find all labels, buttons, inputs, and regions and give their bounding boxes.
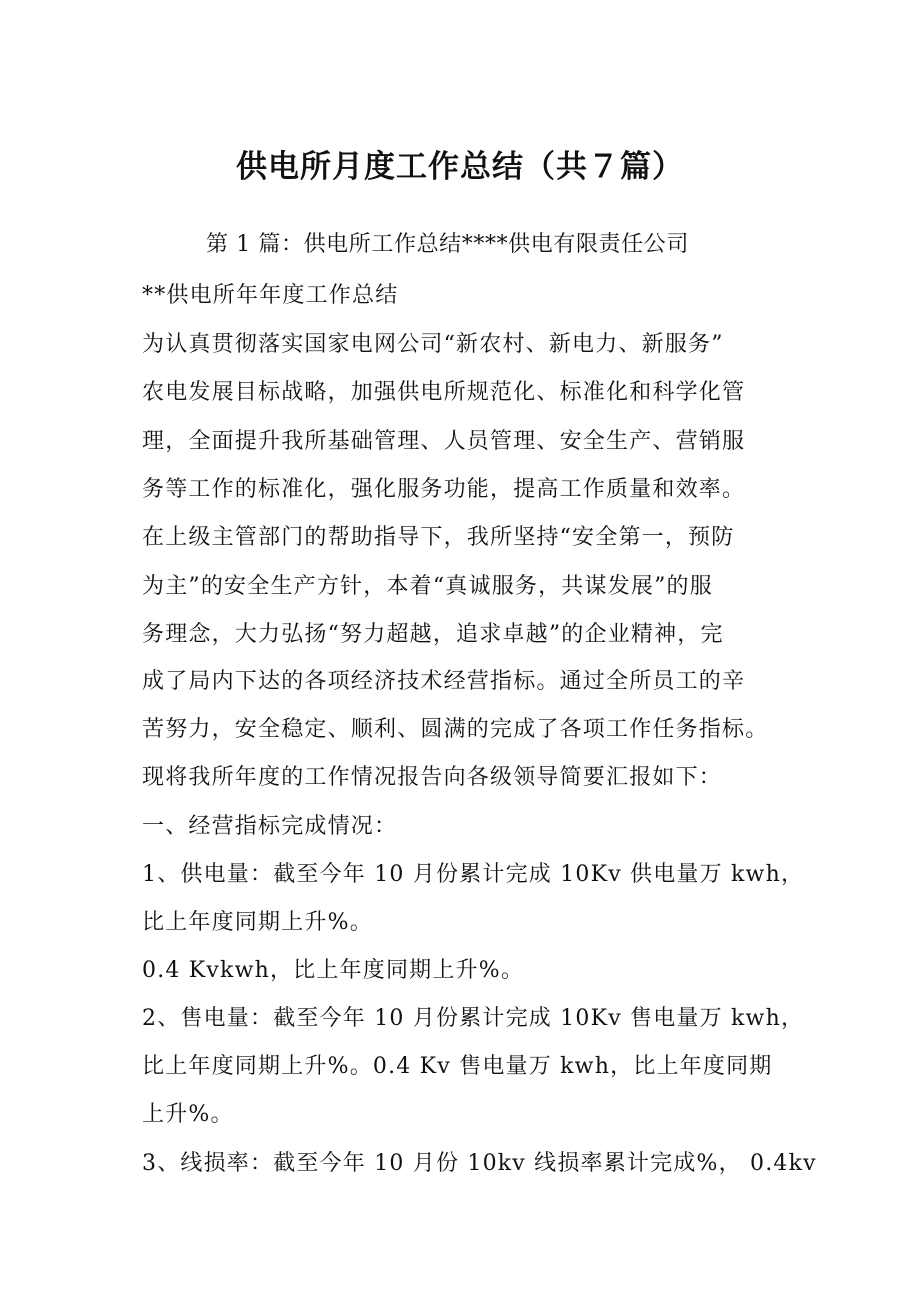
body-line: 上升%。 <box>142 1102 234 1127</box>
section-heading: 一、经营指标完成情况： <box>142 814 398 839</box>
body-line: 在上级主管部门的帮助指导下，我所坚持“安全第一，预防 <box>142 525 735 550</box>
body-line: 务理念，大力弘扬“努力超越，追求卓越”的企业精神，完 <box>142 622 724 647</box>
body-line: 0.4 Kvkwh，比上年度同期上升%。 <box>142 958 525 983</box>
body-line: 比上年度同期上升%。 <box>142 910 373 935</box>
body-line: 理，全面提升我所基础管理、人员管理、安全生产、营销服 <box>142 429 746 454</box>
body-line: 2、售电量：截至今年 10 月份累计完成 10Kv 售电量万 kwh， <box>142 1006 805 1031</box>
body-line: 为认真贯彻落实国家电网公司“新农村、新电力、新服务” <box>142 332 724 357</box>
body-line: 成了局内下达的各项经济技术经营指标。通过全所员工的辛 <box>142 669 746 694</box>
body-line: 务等工作的标准化，强化服务功能，提高工作质量和效率。 <box>142 477 746 502</box>
body-line: 农电发展目标战略，加强供电所规范化、标准化和科学化管 <box>142 380 746 405</box>
body-line: 现将我所年度的工作情况报告向各级领导简要汇报如下： <box>142 765 723 790</box>
body-line: 1、供电量：截至今年 10 月份累计完成 10Kv 供电量万 kwh， <box>142 862 805 887</box>
body-line: 苦努力，安全稳定、顺利、圆满的完成了各项工作任务指标。 <box>142 717 769 742</box>
body-line: 比上年度同期上升%。0.4 Kv 售电量万 kwh，比上年度同期 <box>142 1054 773 1079</box>
chapter-heading: 第 1 篇：供电所工作总结****供电有限责任公司 <box>206 232 689 257</box>
document-title: 供电所月度工作总结（共７篇） <box>236 149 684 185</box>
body-line: 为主”的安全生产方针，本着“真诚服务，共谋发展”的服 <box>142 574 713 599</box>
body-line: 3、线损率：截至今年 10 月份 10kv 线损率累计完成%， 0.4kv <box>142 1151 817 1176</box>
section-heading: **供电所年年度工作总结 <box>142 283 399 308</box>
